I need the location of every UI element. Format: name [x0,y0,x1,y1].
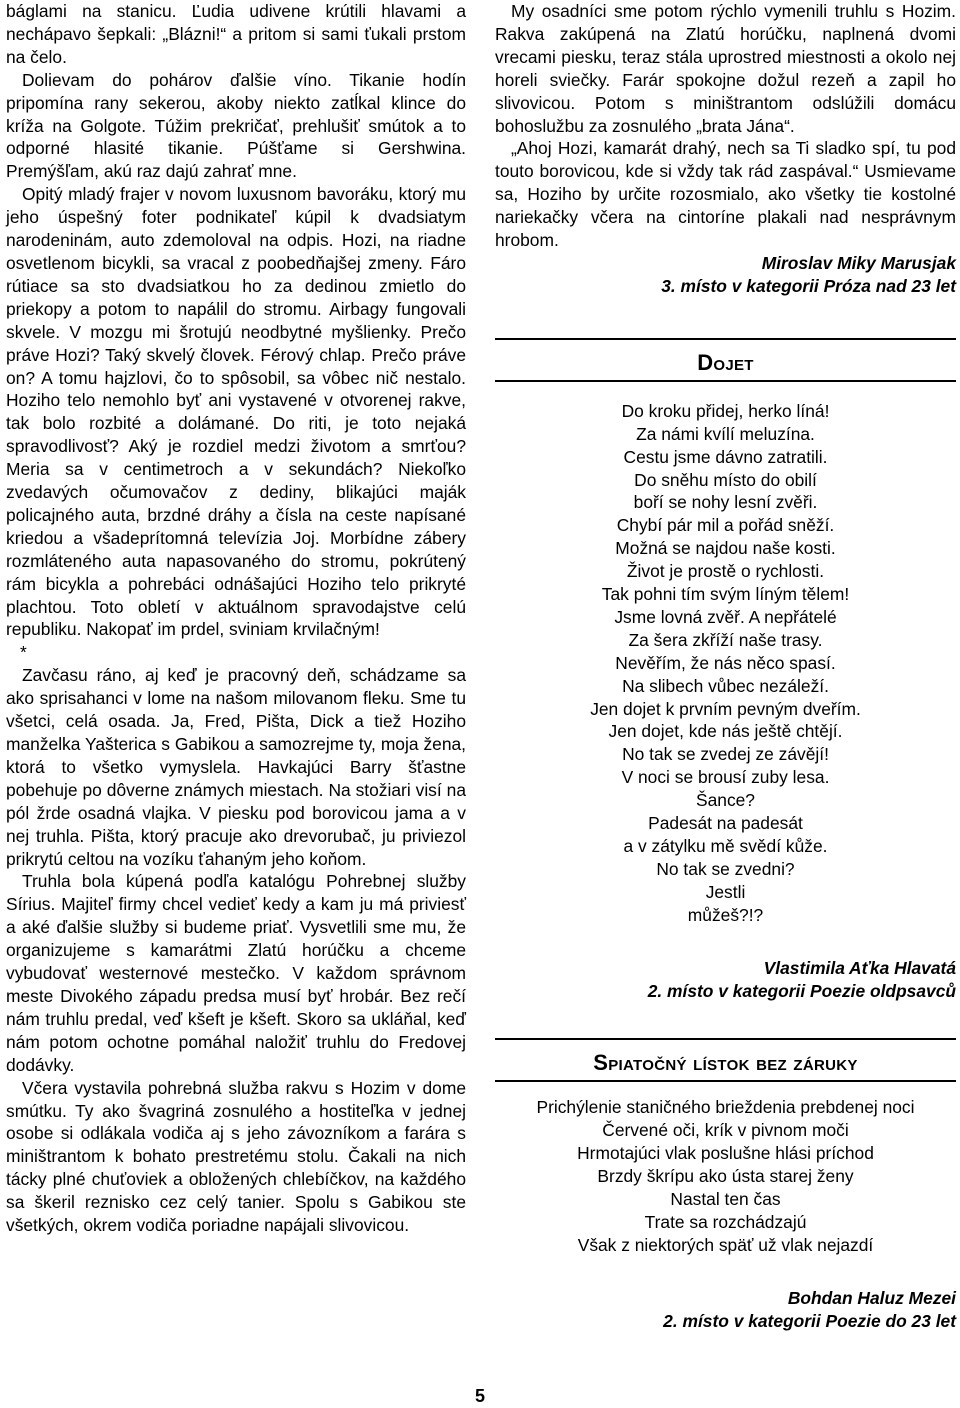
poem-body [495,400,956,927]
prose-paragraph: Opitý mladý frajer v novom luxusnom bavoráku, ktorý mu jeho úspešný foter podnikateľ kúpil k dvadsiatym narodeninám, auto zdemoloval na odpis. Hozi, na riadne osvetlenom bicykli, sa vracal z poobedňajšej zmeny. Fáro rútiace sa sto dvadsiatkou ho za dedinou zmietlo do priekopy a potom to napálil do stromu. Airbagy fungovali skvele. V mozgu mi šrotujú neodbytné myšlienky. Prečo práve Hozi? Taký skvelý človek. Férový chlap. Prečo práve on? A tomu hajzlovi, čo to spôsobil, sa vôbec nič nestalo. Hoziho telo nemohlo byť ani vystavené v otvorenej rakve, tak bolo rozbité a dolámané. Do riti, je toto nejaká spravodlivosť? Aký je rozdiel medzi životom a smrťou? Meria sa v centimetroch a v sekundách? Niekoľko zvedavých očumovačov z dediny, blikajúci maják policajného auta, brzdné dráhy a čísla na ceste napísané kriedou a všadeprítomná televízia Joj. Morbídne zábery rozmláteného auta napasovaného do stromu, pokrútený rám bicykla a pohrebáci odnášajúci Hoziho telo prikryté plachtou. Toto obletí v aktuálnom spravodajstve celú republiku. Nakopať im prdel, sviniam krvilačným! [6,184,466,640]
poem-line: Za námi kvílí meluzína. [636,423,815,444]
prose-paragraph: Včera vystavila pohrebná služba rakvu s Hozim v dome smútku. Ty ako švagriná zosnulého a hostiteľka v jednej osobe si odlákala vodiča aj s jeho závozníkom a farára s miništrantom k bohato prestretému stolu. Čakali na nich tácky plné chuťoviek a obložených chlebíčkov, na každého sa škeril reznisko cez celý tanier. Spolu s Gabikou ste všetkých, okrem vodiča poriadne napájali slivovicou. [6,1077,466,1236]
poem-line: Do kroku přidej, herko líná! [621,400,830,421]
poem-line: Brzdy škrípu ako ústa starej ženy [597,1166,854,1187]
prose-paragraph: Truhla bola kúpená podľa katalógu Pohrebnej služby Sírius. Majiteľ firmy chcel vedieť kedy a kam ju má priviesť a aké ďalšie služby si budeme priať. Vysvetlili sme mu, že organizujeme s kamarátmi Zlatú horúčku a chceme vybudovať westernové mestečko. V každom správnom meste Divokého západu predsa musí byť hrobár. Bez rečí nám truhlu predal, veď kšeft je kšeft. Skoro sa ukláňal, keď nám potom ochotne pomáhal naložiť truhlu do Fredovej dodávky. [6,871,466,1075]
poem-line: Na slibech vůbec nezáleží. [622,675,829,696]
poem-line: No tak se zvedej ze závějí! [622,744,829,765]
poem-title: Dojet [697,349,754,375]
poem-line: boří se nohy lesní zvěři. [633,492,818,513]
poem-line: a v zátylku mě svědí kůže. [623,836,828,856]
poem-line: Však z niektorých späť už vlak nejazdí [577,1234,874,1255]
poem-title: Spiatočný lístok bez záruky [593,1050,858,1076]
poem-line: Červené oči, krík v pivnom moči [602,1120,849,1141]
poem-line: Šance? [696,790,755,811]
poem-line: Trate sa rozchádzajú [644,1211,807,1232]
poem-line: Nastal ten čas [670,1189,781,1210]
page-number: 5 [474,1386,485,1406]
poem-body [495,1096,956,1256]
author-name: Bohdan Haluz Mezei [787,1287,956,1308]
prose-paragraph: My osadníci sme potom rýchlo vymenili truhlu s Hozim. Rakva zakúpená na Zlatú horúčku, naplnená dvomi vrecami piesku, teraz stála uprostred miestnosti a okolo nej horeli sviečky. Farár spokojne dožul rezeň a zapil ho slivovicou. Potom s miništrantom odslúžili domácu bohoslužbu za zosnulého „brata Jána“. [495,1,956,136]
prose-paragraph: báglami na stanicu. Ľudia udivene krútili hlavami a nechápavo šepkali: „Blázni!“ a pritom si sami ťukali prstom na čelo. [6,1,466,67]
poem-line: Jen dojet k prvním pevným dveřím. [590,698,861,719]
author-name: Vlastimila Aťka Hlavatá [763,957,956,978]
poem-line: Jestli [705,881,746,902]
poem-line: Tak pohni tím svým líným tělem! [601,584,850,605]
poem-line: Za šera zkříží naše trasy. [628,629,823,650]
section-separator: * [20,642,27,663]
left-column [6,0,466,1237]
award-line: 2. místo v kategorii Poezie oldpsavců [647,980,956,1001]
poem-line: V noci se brousí zuby lesa. [621,767,830,788]
prose-paragraph: Zavčasu ráno, aj keď je pracovný deň, schádzame sa ako sprisahanci v lome na našom milovanom fleku. Sme tu všetci, celá osada. Ja, Fred, Pišta, Dick a tiež Hoziho manželka Yašterica s Gabikou a samozrejme ty, moja žena, ktorá to všetko vymyslela. Havkajúci Barry šťastne pobehuje po dôverne známych miestach. Na stožiari visí na pól žrde osadná vlajka. V piesku pod borovicou jama a v nej truhla. Pišta, ktorý pracuje ako drevorubač, ju priviezol prikrytú celtou na vozíku ťahaným jeho koňom. [6,665,466,869]
award-line: 2. místo v kategorii Poezie do 23 let [663,1310,956,1331]
right-column [495,0,956,1333]
poem-line: Chybí pár mil a pořád sněží. [616,515,835,536]
author-name: Miroslav Miky Marusjak [761,252,956,273]
prose-paragraph: „Ahoj Hozi, kamarát drahý, nech sa Ti sladko spí, tu pod touto borovicou, kde si vždy tak rád zaspával.“ Usmievame sa, Hoziho by určite rozosmialo, ako všetky tie kostolné nariekačky včera na cintoríne plakali nad nesprávnym hrobom. [495,138,956,251]
poem-line: Padesát na padesát [648,813,803,834]
poem-line: Prichýlenie staničného brieždenia prebdenej noci [536,1097,915,1118]
prose-continuation [495,0,956,252]
poem-line: můžeš?!? [687,904,764,925]
poem-line: Život je prostě o rychlosti. [626,561,825,582]
poem-line: Do sněhu místo do obilí [634,469,817,490]
poem-line: Hrmotajúci vlak poslušne hlási príchod [577,1143,874,1164]
poem-line: Možná se najdou naše kosti. [615,538,836,559]
prose-paragraph: Dolievam do pohárov ďalšie víno. Tikanie hodín pripomína rany sekerou, akoby niekto zatĺkal klince do kríža na Golgote. Túžim prekričať, prehlušiť smútok a to odporné hlasité tikanie. Púšťame si Gershwina. Premýšľam, akú raz dajú zahrať mne. [6,69,466,182]
poem-line: Nevěřím, že nás něco spasí. [615,652,836,673]
poem-line: Jsme lovná zvěř. A nepřátelé [614,606,837,627]
award-line: 3. místo v kategorii Próza nad 23 let [661,275,956,296]
poem-line: Jen dojet, kde nás ještě chtějí. [608,721,843,742]
poem-line: Cestu jsme dávno zatratili. [623,446,828,467]
poem-line: No tak se zvedni? [656,858,795,879]
